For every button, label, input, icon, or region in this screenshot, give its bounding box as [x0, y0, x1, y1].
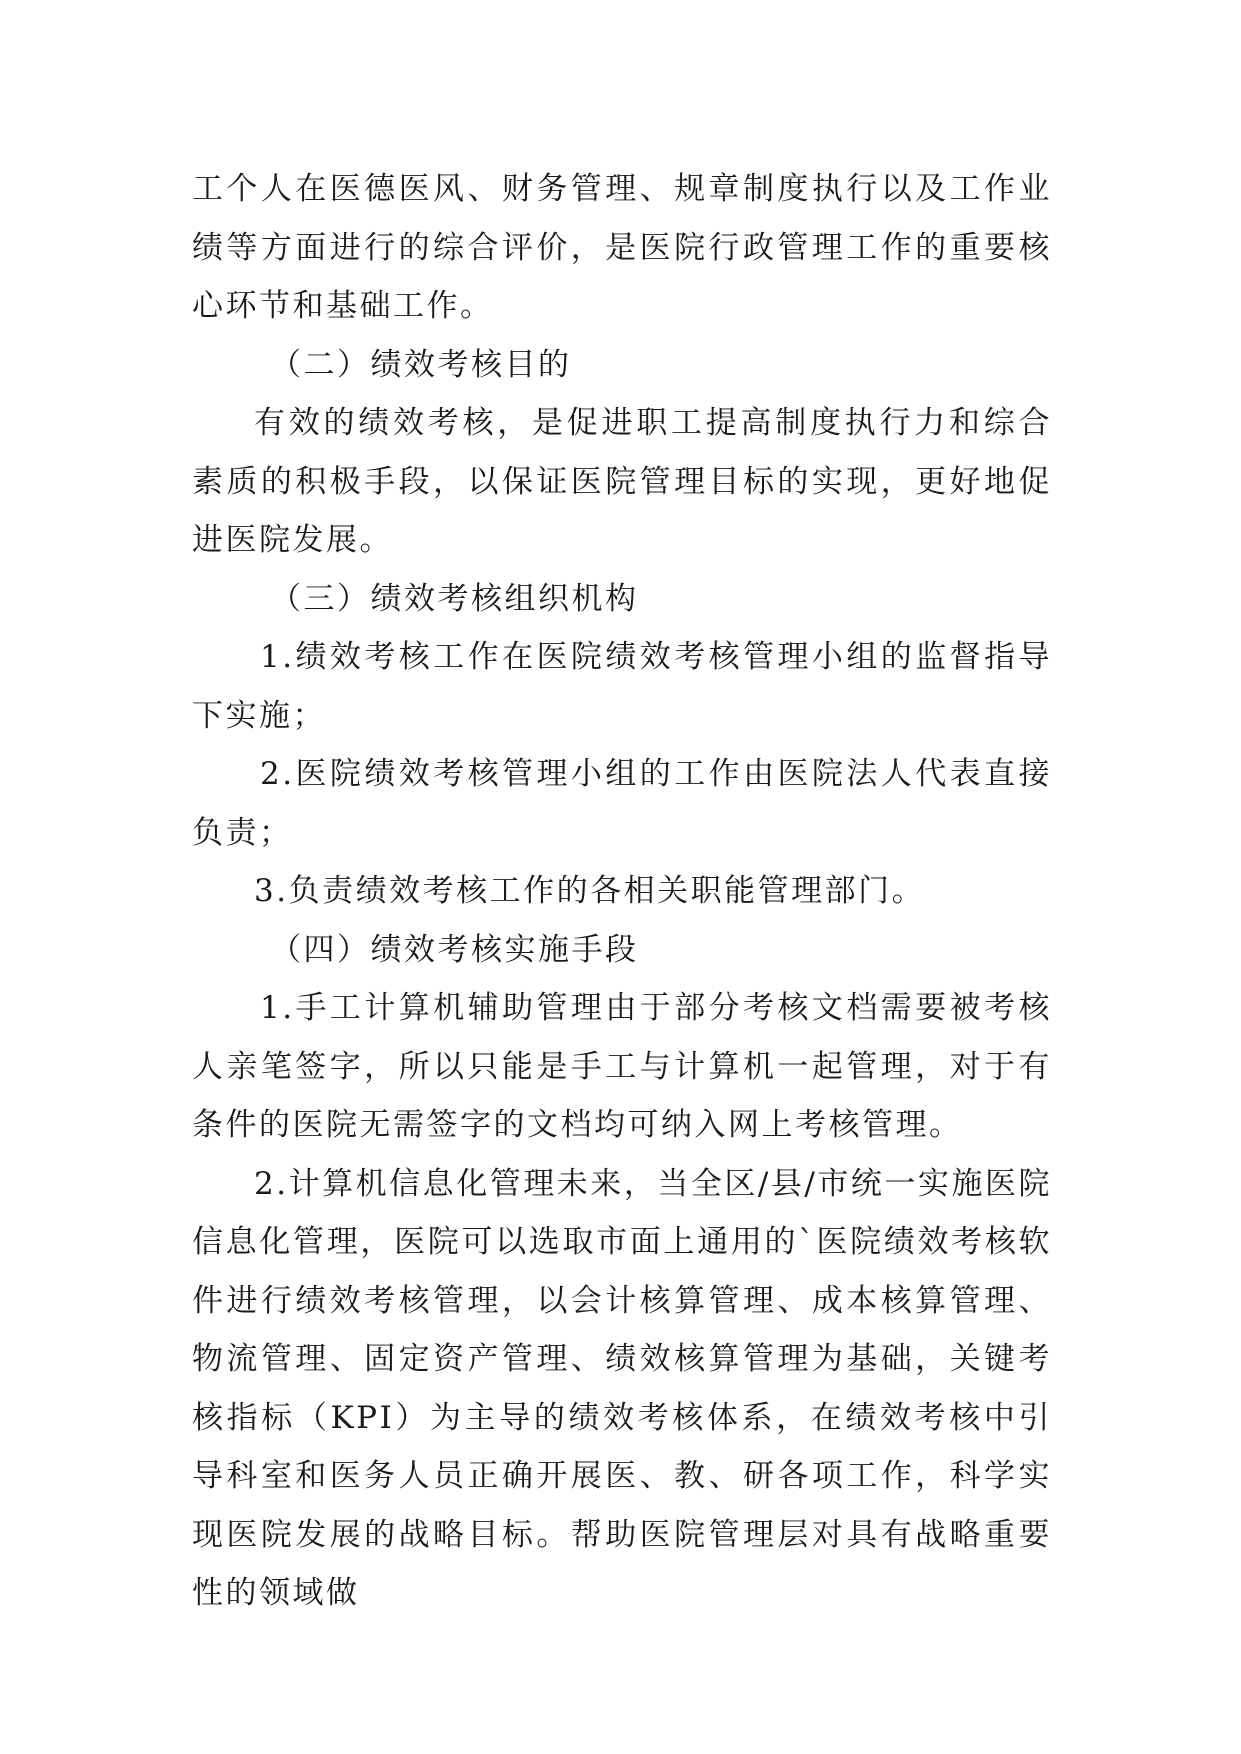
paragraph-org-item-1: 1.绩效考核工作在医院绩效考核管理小组的监督指导下实施；: [192, 639, 1052, 734]
paragraph-intro-continued: 工个人在医德医风、财务管理、规章制度执行以及工作业绩等方面进行的综合评价，是医院行政管理工作的重要核心环节和基础工作。: [192, 171, 1052, 324]
document-body: [192, 160, 1052, 1623]
paragraph-org-item-2: 2.医院绩效考核管理小组的工作由医院法人代表直接负责；: [192, 756, 1052, 851]
paragraph-org-item-3: 3.负责绩效考核工作的各相关职能管理部门。: [254, 873, 926, 909]
paragraph-purpose: 有效的绩效考核，是促进职工提高制度执行力和综合素质的积极手段，以保证医院管理目标的实现，更好地促进医院发展。: [192, 405, 1052, 558]
paragraph-method-item-2: 2.计算机信息化管理未来，当全区/县/市统一实施医院信息化管理，医院可以选取市面上通用的`医院绩效考核软件进行绩效考核管理，以会计核算管理、成本核算管理、物流管理、固定资产管理、绩效核算管理为基础，关键考核指标（KPI）为主导的绩效考核体系，在绩效考核中引导科室和医务人员正确开展医、教、研各项工作，科学实现医院发展的战略目标。帮助医院管理层对具有战略重要性的领域做: [192, 1165, 1052, 1611]
heading-section-3: （三）绩效考核组织机构: [270, 580, 639, 617]
heading-section-4: （四）绩效考核实施手段: [270, 931, 639, 968]
paragraph-method-item-1: 1.手工计算机辅助管理由于部分考核文档需要被考核人亲笔签字，所以只能是手工与计算机一起管理，对于有条件的医院无需签字的文档均可纳入网上考核管理。: [192, 990, 1052, 1143]
heading-section-2: （二）绩效考核目的: [270, 346, 572, 383]
